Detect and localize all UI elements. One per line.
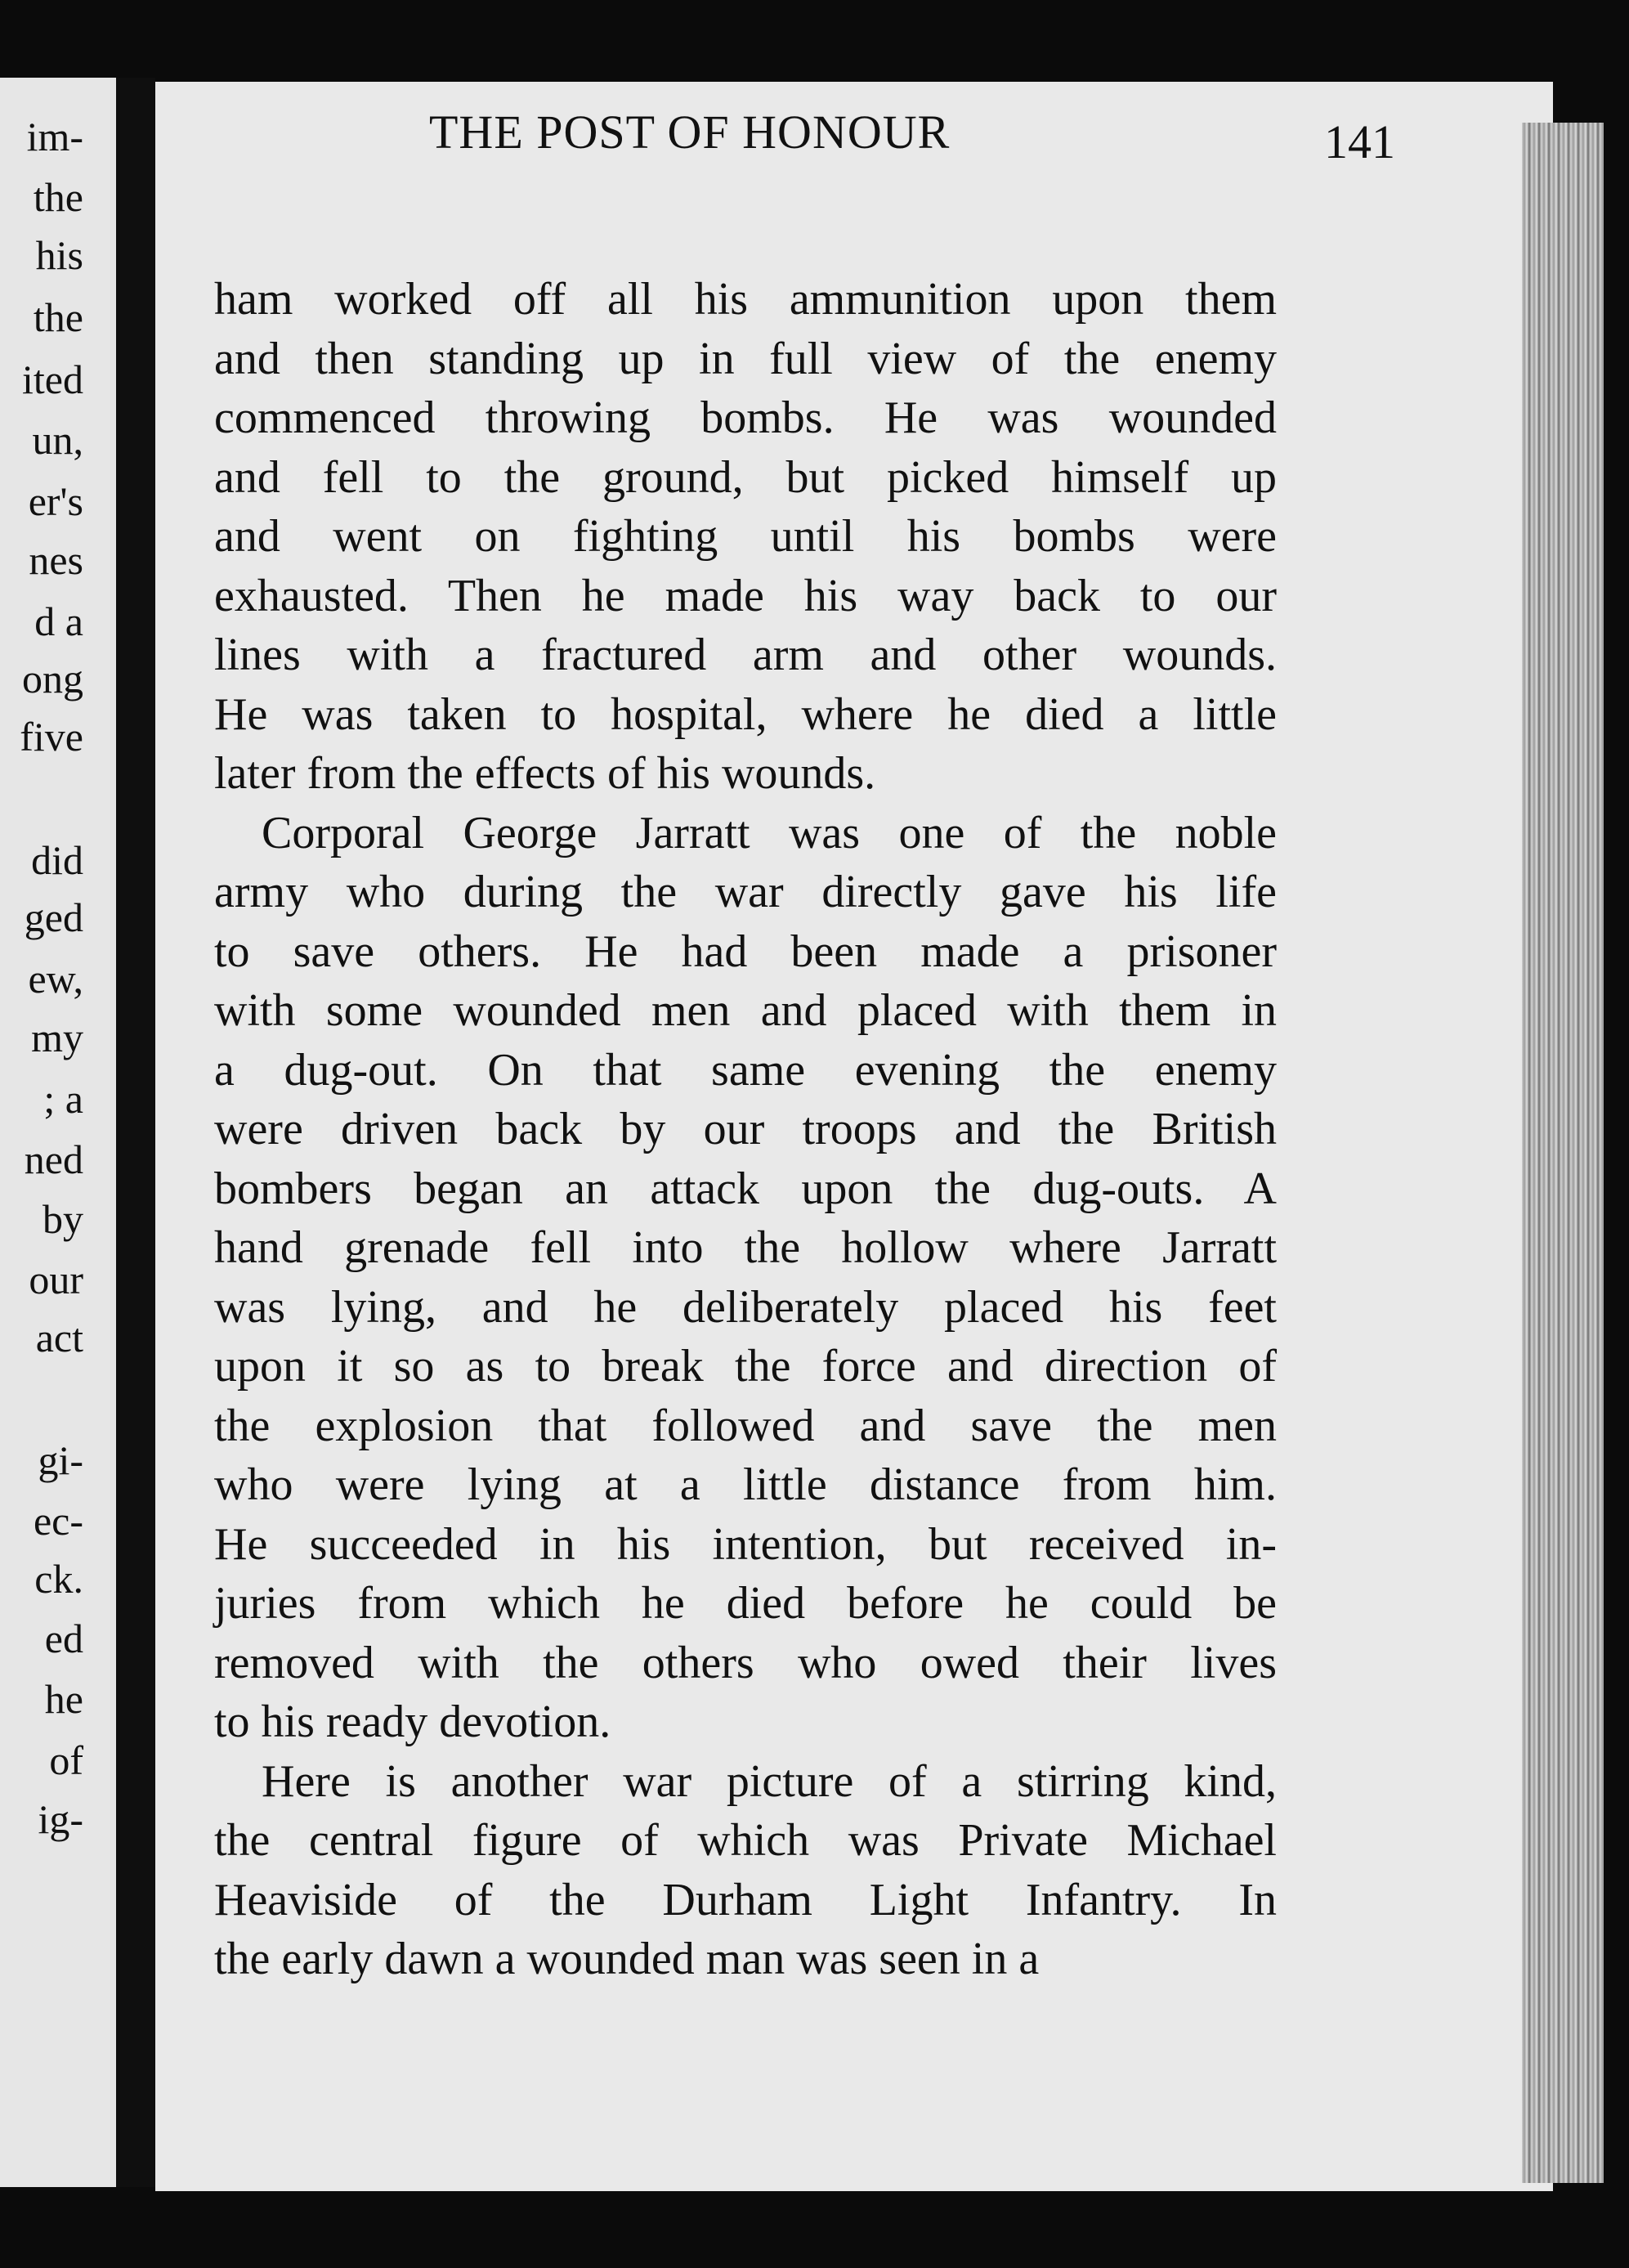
left-page-text-fragment: ; a [43,1075,83,1122]
left-page-text-fragment: ned [24,1136,83,1182]
running-head [274,105,1395,170]
left-page-text-fragment: d a [34,598,83,644]
text-line: exhausted. Then he made his way back to our [214,570,1277,621]
text-line: commenced throwing bombs. He was wounded [214,392,1277,443]
paragraph [214,270,1277,804]
paragraph [214,1752,1277,1989]
text-line: Here is another war picture of a stirring kind, [262,1755,1277,1807]
text-line: He was taken to hospital, where he died a little [214,688,1277,740]
left-page-text-fragment: my [31,1015,83,1061]
text-line: the early dawn a wounded man was seen in a [214,1934,1040,1984]
text-line: the explosion that followed and save the men [214,1400,1277,1451]
text-line: bombers began an attack upon the dug-outs. A [214,1163,1277,1214]
text-line: and then standing up in full view of the enemy [214,333,1277,384]
text-line: Corporal George Jarratt was one of the noble [262,807,1277,858]
left-page-text-fragment: of [49,1737,83,1783]
text-line: who were lying at a little distance from him. [214,1459,1277,1510]
text-line: juries from which he died before he could be [214,1578,1277,1629]
left-page-text-fragment: ec- [33,1498,83,1544]
text-line: a dug-out. On that same evening the enemy [214,1044,1277,1096]
book-gutter [116,78,155,2187]
text-line: removed with the others who owed their lives [214,1637,1277,1688]
text-line: later from the effects of his wounds. [214,748,876,799]
left-page-text-fragment: im- [26,113,83,159]
text-line: the central figure of which was Private Michael [214,1815,1277,1866]
text-line: Heaviside of the Durham Light Infantry. In [214,1874,1277,1925]
paragraph [214,804,1277,1752]
left-page-text-fragment: er's [28,477,83,524]
left-page-text-fragment: the [33,294,83,340]
left-page-text-fragment: gi- [38,1437,83,1484]
text-line: was lying, and he deliberately placed his feet [214,1281,1277,1333]
body-text [214,270,1277,1989]
text-line: and went on fighting until his bombs were [214,511,1277,562]
left-page-text-fragment: act [35,1314,83,1360]
page-edges [1522,123,1604,2183]
left-page-text-fragment: he [44,1676,83,1723]
text-line: to his ready devotion. [214,1697,611,1747]
text-line: army who during the war directly gave his life [214,867,1277,917]
left-page-text-fragment: ong [22,656,83,702]
page-number: 141 [1324,115,1395,168]
text-line: He succeeded in his intention, but received in- [214,1518,1277,1570]
left-page-text-fragment: by [43,1195,83,1242]
text-line: and fell to the ground, but picked himself up [214,451,1277,503]
text-line: to save others. He had been made a prisoner [214,926,1277,977]
left-page-text-fragment: his [35,231,83,278]
text-line: ham worked off all his ammunition upon them [214,274,1277,325]
left-page-text-fragment: the [33,173,83,220]
left-page-text-fragment: our [29,1256,83,1302]
text-line: with some wounded men and placed with them in [214,985,1277,1036]
left-page-text-fragment: nes [29,537,83,584]
text-line: lines with a fractured arm and other wounds. [214,630,1277,680]
text-line: upon it so as to break the force and direction of [214,1341,1277,1392]
text-line: were driven back by our troops and the British [214,1104,1277,1154]
left-page-text-fragment: ed [44,1615,83,1661]
left-page-text-fragment: ig- [38,1796,83,1843]
left-page-text-fragment: un, [32,417,83,464]
left-page-text-fragment: ited [22,356,83,402]
left-page-text-fragment: ew, [28,955,83,1002]
text-line: hand grenade fell into the hollow where Jarratt [214,1222,1277,1273]
left-page-text-fragment: five [20,714,83,760]
left-page-text-fragment: ged [24,894,83,941]
left-page-text-fragment: did [31,836,83,883]
running-title: THE POST OF HONOUR [429,105,951,159]
left-page-fragment [0,78,116,2187]
left-page-text-fragment: ck. [34,1556,83,1602]
